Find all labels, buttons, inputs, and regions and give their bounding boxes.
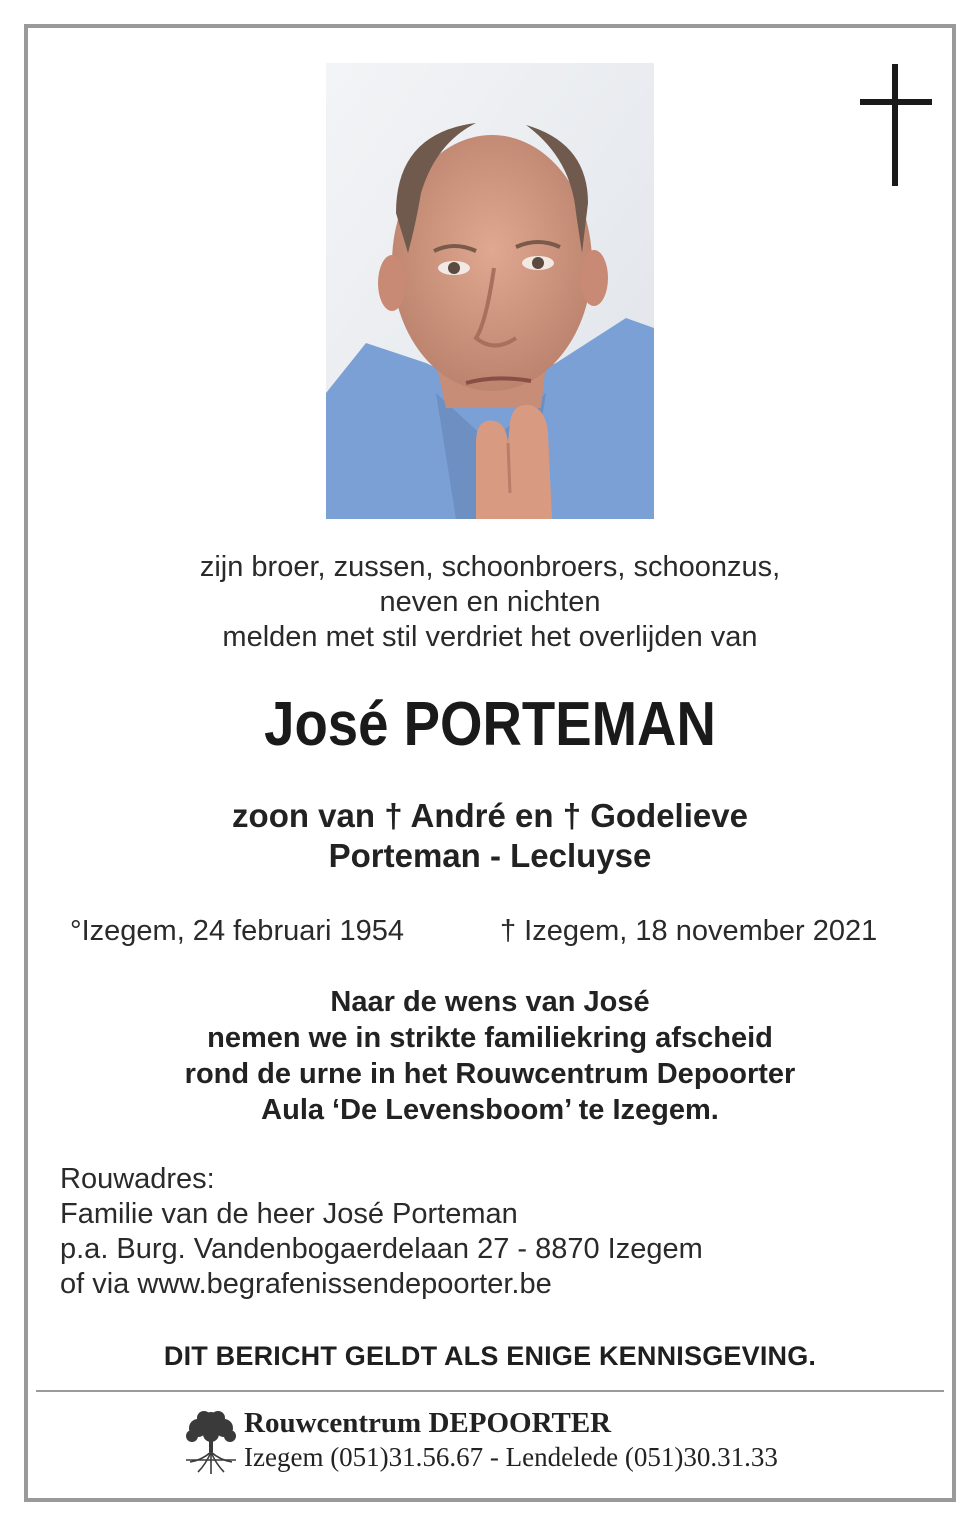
address-line-1: Familie van de heer José Porteman xyxy=(60,1198,518,1230)
address-line-3: of via www.begrafenissendepoorter.be xyxy=(60,1268,552,1300)
tree-of-life-logo xyxy=(184,1410,238,1474)
intro-text xyxy=(0,550,980,655)
birth-date: °Izegem, 24 februari 1954 xyxy=(70,915,405,947)
intro-line-1: zijn broer, zussen, schoonbroers, schoonzus, xyxy=(199,551,781,583)
farewell-line-3: rond de urne in het Rouwcentrum Depoorter xyxy=(184,1058,796,1090)
address-line-2: p.a. Burg. Vandenbogaerdelaan 27 - 8870 Izegem xyxy=(60,1233,703,1265)
mourning-address xyxy=(60,1162,703,1302)
parents-line-1: zoon van † André en † Godelieve xyxy=(232,797,748,834)
funeral-home-name: Rouwcentrum DEPOORTER xyxy=(244,1407,612,1439)
footer-divider xyxy=(36,1390,944,1392)
parents-text xyxy=(0,796,980,876)
intro-line-3: melden met stil verdriet het overlijden van xyxy=(222,621,758,653)
farewell-text xyxy=(0,984,980,1128)
portrait-photo xyxy=(326,63,654,519)
notice-statement: DIT BERICHT GELDT ALS ENIGE KENNISGEVING. xyxy=(163,1341,817,1371)
farewell-line-4: Aula ‘De Levensboom’ te Izegem. xyxy=(261,1094,719,1126)
farewell-line-2: nemen we in strikte familiekring afscheid xyxy=(207,1022,773,1054)
parents-line-2: Porteman - Lecluyse xyxy=(328,837,652,874)
funeral-home-footer xyxy=(244,1406,778,1474)
cross-icon xyxy=(860,64,932,186)
death-date: † Izegem, 18 november 2021 xyxy=(500,915,878,947)
deceased-name: José PORTEMAN xyxy=(264,690,716,759)
intro-line-2: neven en nichten xyxy=(379,586,601,618)
farewell-line-1: Naar de wens van José xyxy=(330,986,650,1018)
address-label: Rouwadres: xyxy=(60,1163,215,1195)
funeral-home-phones: Izegem (051)31.56.67 - Lendelede (051)30.31.33 xyxy=(244,1442,778,1472)
